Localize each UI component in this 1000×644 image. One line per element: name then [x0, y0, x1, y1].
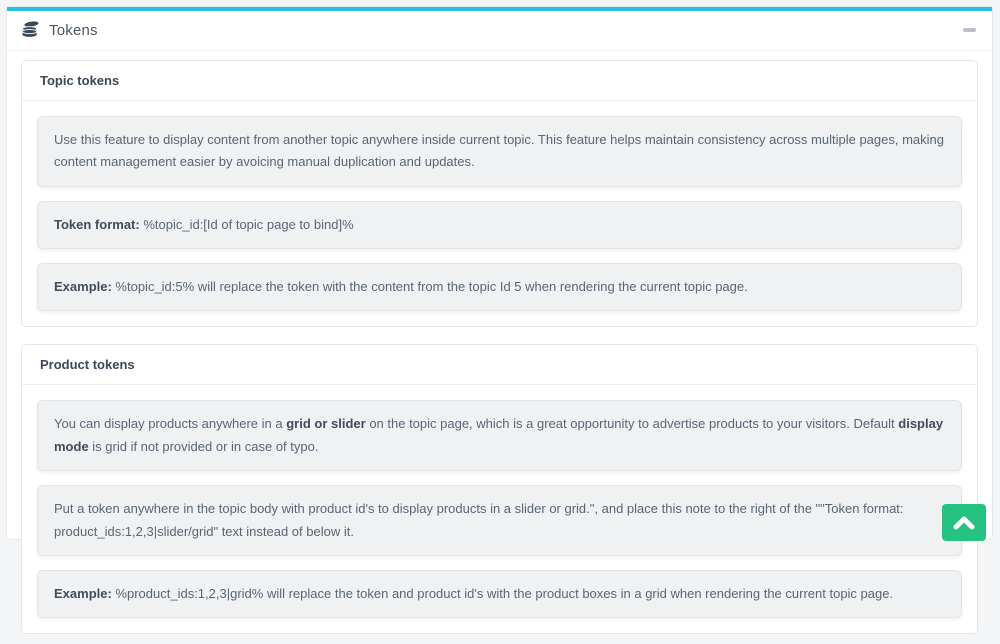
section-title: Topic tokens — [22, 61, 977, 101]
info-box-topic-token-format: Token format: %topic_id:[Id of topic page to bind]% — [37, 201, 962, 249]
section-body — [22, 385, 977, 633]
info-box-topic-description: Use this feature to display content from another topic anywhere inside current topic. This feature helps maintain consistency across multiple pages, making content management easier by avoicing manual duplication and updates. — [37, 116, 962, 187]
section-product-tokens — [21, 344, 978, 634]
panel-body — [7, 51, 992, 644]
panel-title: Tokens — [49, 21, 98, 39]
section-body — [22, 101, 977, 326]
panel-header — [7, 11, 992, 51]
info-box-topic-example: Example: %topic_id:5% will replace the token with the content from the topic Id 5 when rendering the current topic page. — [37, 263, 962, 311]
section-title: Product tokens — [22, 345, 977, 385]
info-box-product-example: Example: %product_ids:1,2,3|grid% will replace the token and product id's with the product boxes in a grid when rendering the current topic page. — [37, 570, 962, 618]
chevron-up-icon — [951, 513, 977, 533]
coins-icon — [21, 21, 40, 39]
scroll-to-top-button[interactable] — [942, 504, 986, 541]
tokens-panel — [6, 6, 993, 601]
minimize-icon[interactable] — [963, 28, 976, 32]
section-topic-tokens — [21, 60, 978, 327]
info-box-product-description: You can display products anywhere in a grid or slider on the topic page, which is a great opportunity to advertise products to your visitors. Default display mode is grid if not provided or in case of typo. — [37, 400, 962, 471]
info-box-product-placement-note: Put a token anywhere in the topic body with product id's to display products in a slider or grid.", and place this note to the right of the ""Token format: product_ids:1,2,3|slider/grid" text instead of below it. — [37, 485, 962, 556]
